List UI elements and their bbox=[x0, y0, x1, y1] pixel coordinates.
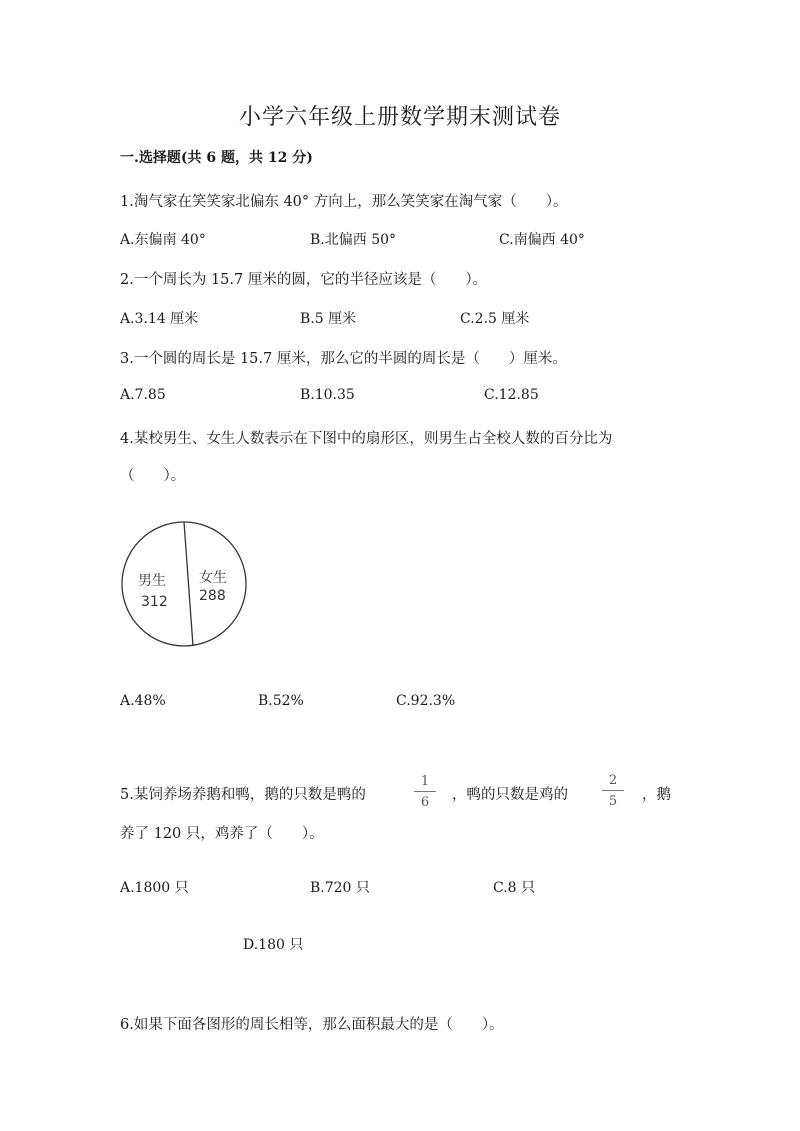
q4-option-b: B.52% bbox=[258, 693, 304, 709]
question-3: 3.一个圆的周长是 15.7 厘米，那么它的半圆的周长是（ ）厘米。 bbox=[120, 351, 567, 367]
question-5-part-1: 5.某饲养场养鹅和鸭，鹅的只数是鸭的 bbox=[120, 787, 366, 803]
q5-option-c: C.8 只 bbox=[493, 880, 536, 896]
q4-option-c: C.92.3% bbox=[396, 693, 456, 709]
fraction-2-numerator: 2 bbox=[608, 773, 618, 788]
question-5-line-2: 养了 120 只，鸡养了（ ）。 bbox=[120, 826, 324, 842]
pie-chart bbox=[120, 520, 250, 650]
q2-option-b: B.5 厘米 bbox=[300, 311, 357, 327]
fraction-2-denominator: 5 bbox=[608, 794, 618, 809]
q3-option-b: B.10.35 bbox=[300, 387, 355, 403]
q5-option-d: D.180 只 bbox=[243, 937, 304, 953]
q5-option-b: B.720 只 bbox=[310, 880, 370, 896]
fraction-2-bar bbox=[602, 790, 624, 791]
fraction-1-bar bbox=[414, 791, 436, 792]
question-5-part-2: ，鸭的只数是鸡的 bbox=[452, 787, 568, 803]
q1-option-b: B.北偏西 50° bbox=[310, 232, 397, 248]
q2-option-a: A.3.14 厘米 bbox=[120, 311, 199, 327]
question-1: 1.淘气家在笑笑家北偏东 40° 方向上，那么笑笑家在淘气家（ ）。 bbox=[120, 194, 568, 210]
question-6: 6.如果下面各图形的周长相等，那么面积最大的是（ ）。 bbox=[120, 1017, 504, 1033]
q1-option-a: A.东偏南 40° bbox=[120, 232, 206, 248]
fraction-two-fifths bbox=[602, 774, 624, 808]
q3-option-a: A.7.85 bbox=[120, 387, 166, 403]
fraction-one-sixth bbox=[414, 775, 436, 809]
q2-option-c: C.2.5 厘米 bbox=[460, 311, 530, 327]
pie-girl-label: 女生 bbox=[199, 570, 227, 586]
question-5-part-3: ，鹅 bbox=[642, 787, 671, 803]
pie-boy-label: 男生 bbox=[138, 573, 166, 589]
fraction-1-numerator: 1 bbox=[420, 774, 430, 789]
q4-option-a: A.48% bbox=[120, 693, 166, 709]
section-heading: 一.选择题(共 6 题，共 12 分) bbox=[120, 150, 313, 166]
pie-boy-value: 312 bbox=[141, 594, 168, 610]
question-4-line-1: 4.某校男生、女生人数表示在下图中的扇形区，则男生占全校人数的百分比为 bbox=[120, 431, 613, 447]
q3-option-c: C.12.85 bbox=[484, 387, 539, 403]
question-4-line-2: （ ）。 bbox=[120, 468, 186, 484]
pie-girl-value: 288 bbox=[199, 588, 226, 604]
fraction-1-denominator: 6 bbox=[420, 795, 430, 810]
question-2: 2.一个周长为 15.7 厘米的圆，它的半径应该是（ ）。 bbox=[120, 272, 488, 288]
page-title: 小学六年级上册数学期末测试卷 bbox=[238, 105, 561, 130]
q5-option-a: A.1800 只 bbox=[120, 880, 189, 896]
q1-option-c: C.南偏西 40° bbox=[499, 232, 585, 248]
